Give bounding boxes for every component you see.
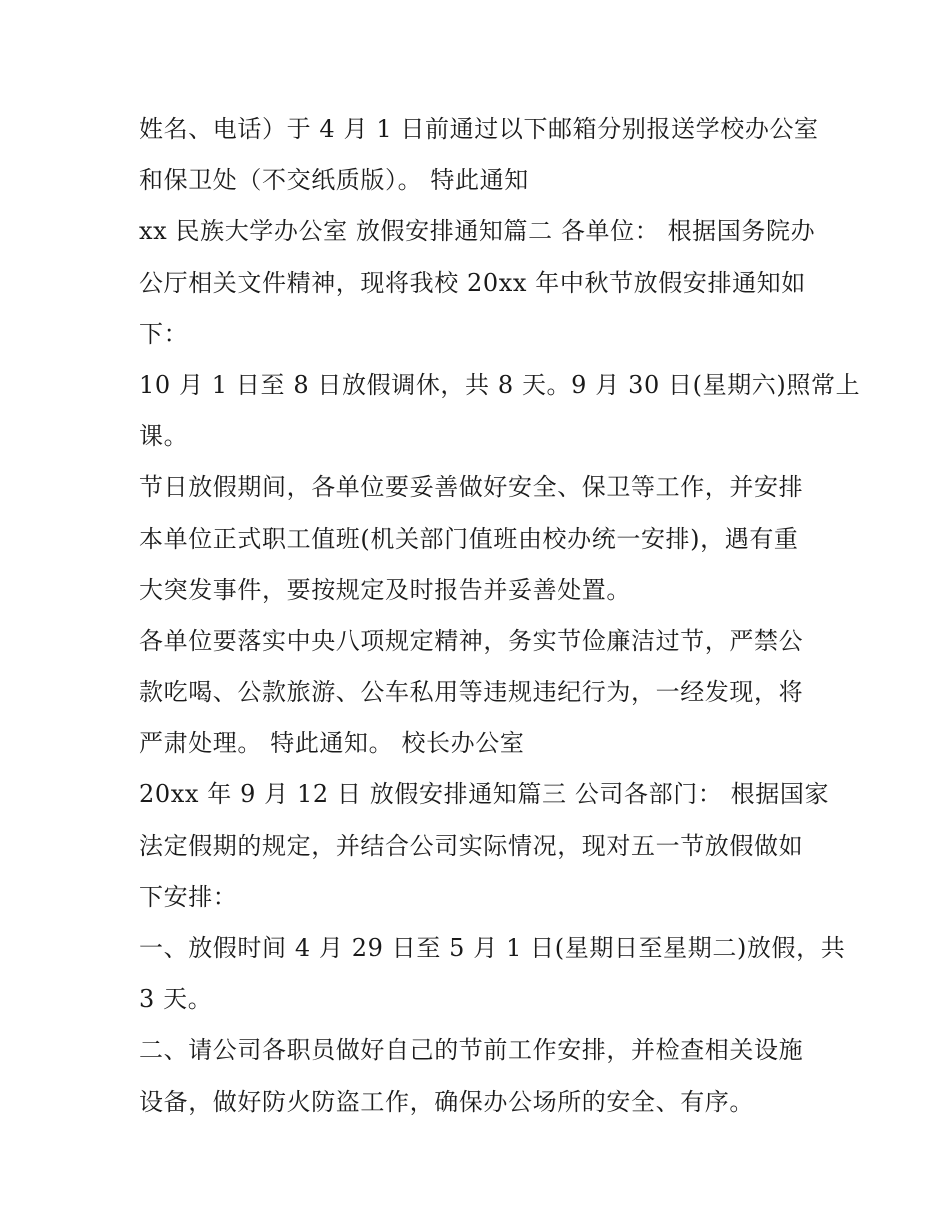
text-line: 下： (139, 319, 189, 348)
text-line: 严肃处理。 特此通知。 校长办公室 (139, 729, 525, 758)
text-line: 20xx 年 9 月 12 日 放假安排通知篇三 公司各部门： 根据国家 (139, 780, 830, 809)
text-line: 节日放假期间，各单位要妥善做好安全、保卫等工作，并安排 (139, 473, 804, 502)
text-line: xx 民族大学办公室 放假安排通知篇二 各单位： 根据国务院办 (139, 217, 816, 246)
text-line: 大突发事件，要按规定及时报告并妥善处置。 (139, 575, 631, 604)
text-line: 和保卫处（不交纸质版）。 特此通知 (139, 166, 529, 195)
text-line: 二、请公司各职员做好自己的节前工作安排，并检查相关设施 (139, 1036, 804, 1065)
text-line: 课。 (139, 422, 189, 451)
text-line: 一、放假时间 4 月 29 日至 5 月 1 日(星期日至星期二)放假，共 (139, 934, 846, 962)
text-line: 各单位要落实中央八项规定精神，务实节俭廉洁过节，严禁公 (139, 626, 804, 655)
text-line: 10 月 1 日至 8 日放假调休，共 8 天。9 月 30 日(星期六)照常上 (139, 370, 861, 399)
text-line: 法定假期的规定，并结合公司实际情况，现对五一节放假做如 (139, 831, 804, 860)
text-line: 本单位正式职工值班(机关部门值班由校办统一安排)，遇有重 (139, 524, 799, 553)
text-line: 下安排： (139, 882, 238, 911)
text-line: 设备，做好防火防盗工作，确保办公场所的安全、有序。 (139, 1087, 754, 1116)
text-line: 款吃喝、公款旅游、公车私用等违规违纪行为，一经发现，将 (139, 678, 804, 707)
text-line: 公厅相关文件精神，现将我校 20xx 年中秋节放假安排通知如 (139, 268, 806, 297)
document-body (139, 104, 861, 1128)
text-line: 3 天。 (139, 985, 213, 1014)
text-line: 姓名、电话）于 4 月 1 日前通过以下邮箱分别报送学校办公室 (139, 115, 819, 143)
